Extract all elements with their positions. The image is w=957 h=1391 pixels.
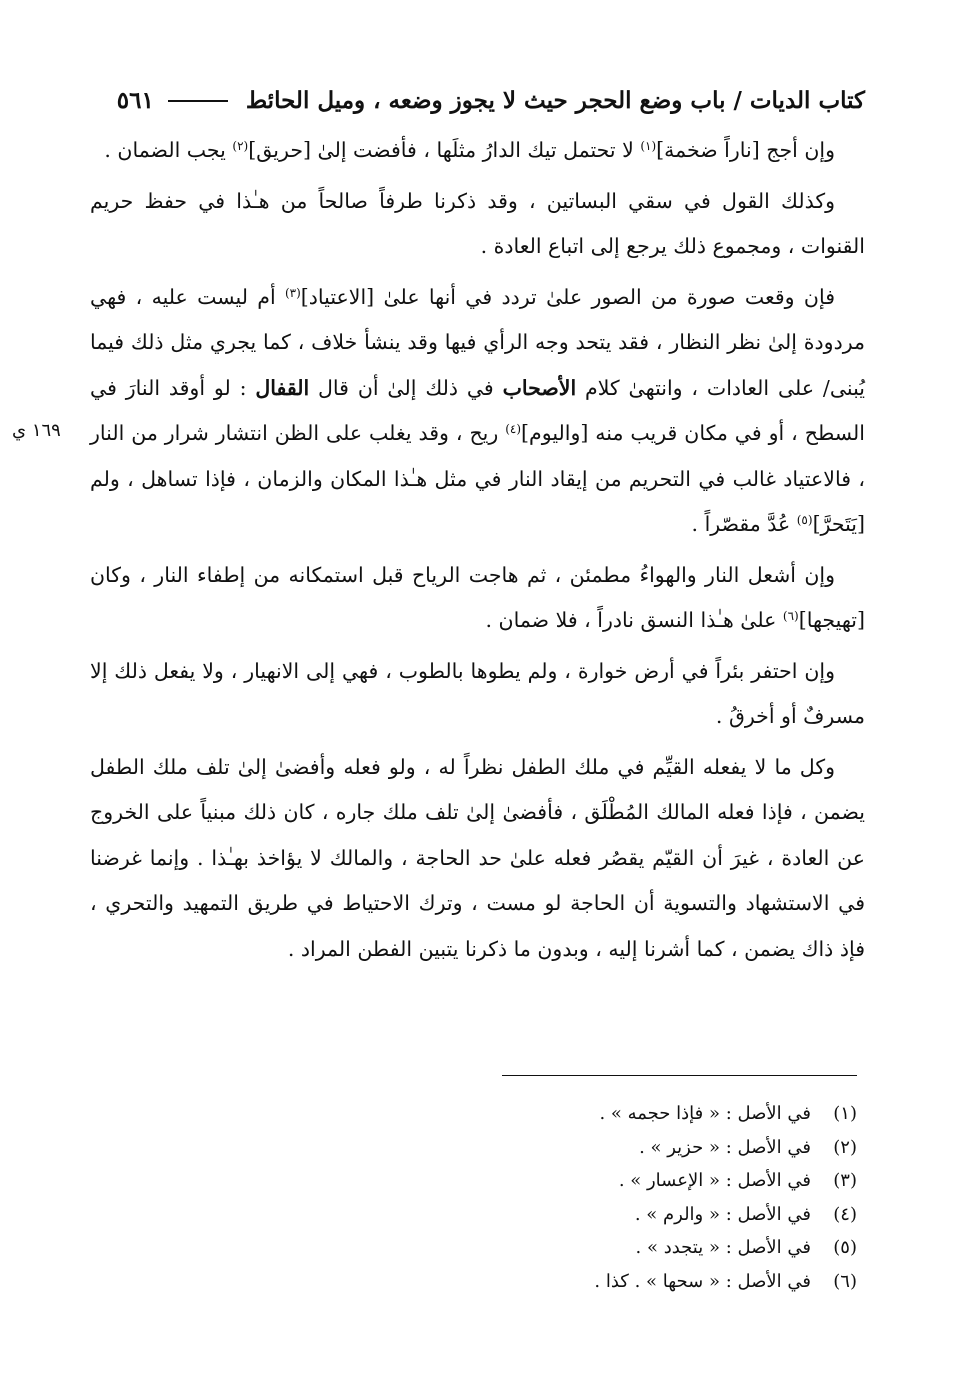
page-number: ٥٦١	[116, 86, 154, 114]
text-run: : لو أوقد النارَ في السطح ، أو في مكان قريب منه [واليوم]	[90, 375, 865, 445]
paragraph-5: وإن احتفر بئراً في أرض خوارة ، ولم يطوها بالطوب ، فهي إلى الانهيار ، ولا يفعل ذلك إلا مسرفٌ أو أخرقُ .	[90, 658, 865, 728]
text-run: عُدَّ مقصّراً .	[691, 512, 797, 536]
footnote-text: في الأصل : « والرم » .	[634, 1203, 811, 1225]
footnote-item	[357, 1198, 857, 1232]
footnote-text: في الأصل : « يتجدد » .	[635, 1237, 811, 1259]
text-run: أم ليست عليه ، فهي مردودة إلىٰ نظر النظار ، فقد يتحد وجه الرأي فيها وقد ينشأ خلاف ، كما يجري مثل ذلك فيما يُبنى/ على العادات ، وانتهىٰ كلام	[90, 284, 865, 400]
chapter-title: كتاب الديات / باب وضع الحجر حيث لا يجوز وضعه ، وميل الحائط	[245, 86, 865, 114]
footnote-number: (١)	[833, 1103, 857, 1124]
paragraph-1	[90, 128, 865, 174]
footnote-ref-6: (٦)	[782, 609, 799, 623]
footnote-text: في الأصل : « حزير » .	[639, 1136, 811, 1158]
footnote-item	[357, 1164, 857, 1198]
running-header	[100, 80, 865, 120]
text-run: وإن أشعل النار والهواءُ مطمئن ، ثم هاجت الرياح قبل استمكانه من إطفاء النار ، وكان [تهيجها]	[90, 562, 865, 632]
text-run: علىٰ هـٰذا النسق نادراً ، فلا ضمان .	[485, 608, 783, 632]
text-run: لا تحتمل تيك الدارُ مثلَها ، فأفضت إلىٰ [حريق]	[248, 138, 641, 162]
paragraph-2: وكذلك القول في سقي البساتين ، وقد ذكرنا طرفاً صالحاً من هـٰذا في حفظ حريم القنوات ، ومجموع ذلك يرجع إلى اتباع العادة .	[90, 188, 865, 258]
footnote-ref-2: (٢)	[232, 139, 249, 153]
footnote-item	[357, 1131, 857, 1165]
text-run: فإن وقعت صورة من الصور علىٰ تردد في أنها علىٰ [الاعتياد]	[300, 284, 835, 309]
footnote-number: (٣)	[833, 1170, 857, 1192]
footnotes	[357, 1097, 857, 1299]
footnote-number: (٦)	[833, 1270, 857, 1292]
paragraph-4	[90, 553, 865, 644]
footnote-text: في الأصل : « سحها » . كذا .	[594, 1270, 811, 1292]
footnote-ref-3: (٣)	[284, 285, 301, 300]
footnote-ref-5: (٥)	[796, 513, 813, 527]
text-run: ريح ، وقد يغلب على الظن انتشار شرار من النار ، فالاعتياد غالب في التحريم من إيقاد النار في مثل هـٰذا المكان والزمان ، فإذا تساهل ، ولم [يَتَحرَّ]	[90, 421, 865, 536]
footnote-separator	[502, 1075, 857, 1076]
text-run: وإن أجج [ناراً ضخمة]	[656, 138, 835, 162]
footnote-number: (٤)	[833, 1203, 857, 1225]
header-dash	[168, 100, 228, 102]
text-run: في ذلك إلىٰ أن قال	[309, 375, 503, 400]
text-run: يجب الضمان .	[104, 138, 233, 162]
footnote-text: في الأصل : « فإذا حجمه » .	[599, 1103, 811, 1124]
main-text	[90, 128, 865, 977]
footnote-item	[357, 1265, 857, 1299]
bold-term-ashab: الأصحاب	[502, 375, 577, 400]
footnote-item	[357, 1231, 857, 1265]
footnote-number: (٥)	[833, 1237, 857, 1259]
paragraph-6: وكل ما لا يفعله القيِّم في ملك الطفل نظراً له ، ولو فعله وأفضىٰ إلىٰ تلف ملك الطفل يضمن ، فإذا فعله المالك المُطْلَق ، فأفضىٰ إلىٰ تلف ملك جاره ، كان ذلك مبنياً على الخروج عن العادة ، غيرَ أن القيّم يقصُر فعله علىٰ حد الحاجة ، والمالك لا يؤاخذ بهـٰذا . وإنما غرضنا في الاستشهاد والتسوية أن الحاجة لو مست ، وترك الاحتياط في طريق التمهيد والتحري ، فإذ ذاك يضمن ، كما أشرنا إليه ، وبدون ما ذكرنا يتبين الفطن المراد .	[90, 754, 865, 961]
footnote-number: (٢)	[833, 1136, 857, 1158]
bold-term-qaffal: القفال	[255, 375, 310, 400]
manuscript-folio-note: ١٦٩ ي	[12, 420, 61, 441]
footnote-ref-4: (٤)	[505, 422, 522, 436]
footnote-ref-1: (١)	[640, 139, 657, 153]
paragraph-3	[90, 275, 865, 548]
footnote-item	[357, 1097, 857, 1131]
footnote-text: في الأصل : « الإعسار » .	[618, 1170, 811, 1192]
